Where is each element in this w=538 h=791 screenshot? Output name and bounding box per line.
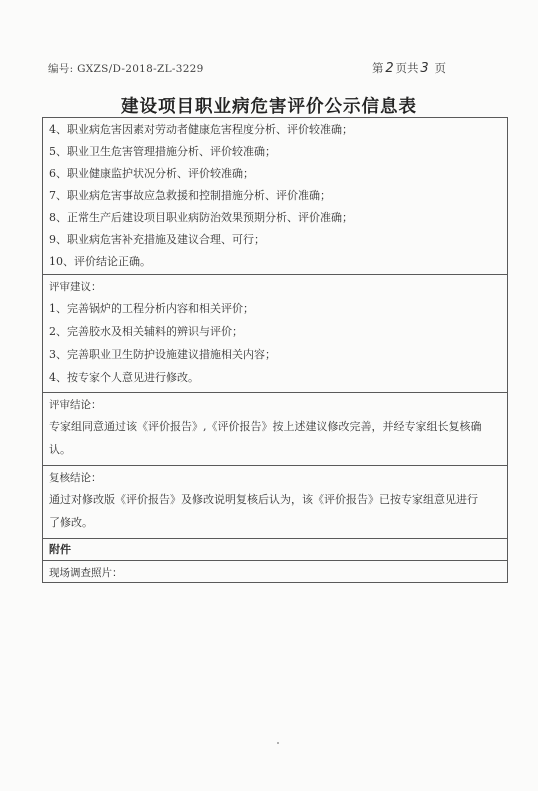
info-table xyxy=(42,117,508,583)
review-conclusion-heading: 评审结论： xyxy=(49,399,102,411)
list-item: 9、职业病危害补充措施及建议合理、可行； xyxy=(49,233,265,246)
attachment-heading: 附件 xyxy=(49,543,71,556)
page-prefix: 第 xyxy=(372,61,384,75)
attachment-row xyxy=(43,539,507,561)
review-conclusion-text: 专家组同意通过该《评价报告》,《评价报告》按上述建议修改完善，并经专家组长复核确 xyxy=(49,420,482,433)
page-current: 2 xyxy=(385,61,394,76)
review-conclusion-section xyxy=(43,393,507,466)
list-item: 8、正常生产后建设项目职业病防治效果预期分析、评价准确； xyxy=(49,211,353,224)
page-mid: 页共 xyxy=(395,61,419,75)
list-item: 7、职业病危害事故应急救援和控制措施分析、评价准确； xyxy=(49,189,331,202)
review-suggestions-heading: 评审建议： xyxy=(49,281,102,293)
site-photos-row xyxy=(43,561,507,583)
page-title: 建设项目职业病危害评价公示信息表 xyxy=(121,97,417,117)
recheck-conclusion-text: 通过对修改版《评价报告》及修改说明复核后认为，该《评价报告》已按专家组意见进行 xyxy=(49,493,478,506)
list-item: 10、评价结论正确。 xyxy=(49,255,151,268)
scan-speck xyxy=(277,742,279,744)
list-item: 6、职业健康监护状况分析、评价较准确； xyxy=(49,167,254,180)
list-item: 3、完善职业卫生防护设施建议措施相关内容； xyxy=(49,348,276,361)
review-suggestions-section xyxy=(43,275,507,393)
page-suffix: 页 xyxy=(434,61,446,75)
list-item: 1、完善锅炉的工程分析内容和相关评价； xyxy=(49,302,254,315)
list-item: 5、职业卫生危害管理措施分析、评价较准确； xyxy=(49,145,276,158)
list-item: 4、按专家个人意见进行修改。 xyxy=(49,371,199,384)
site-photos-label: 现场调查照片： xyxy=(49,567,123,579)
conclusion-list xyxy=(43,118,507,275)
review-conclusion-text-cont: 认。 xyxy=(49,443,71,456)
recheck-conclusion-heading: 复核结论： xyxy=(49,472,102,484)
document-number: 编号: GXZS/D-2018-ZL-3229 xyxy=(48,63,204,75)
list-item: 4、职业病危害因素对劳动者健康危害程度分析、评价较准确； xyxy=(49,123,353,136)
page-indicator xyxy=(372,60,446,76)
list-item: 2、完善胶水及相关辅料的辨识与评价； xyxy=(49,325,243,338)
recheck-conclusion-text-cont: 了修改。 xyxy=(49,516,93,529)
recheck-conclusion-section xyxy=(43,466,507,539)
page-total: 3 xyxy=(420,61,429,76)
